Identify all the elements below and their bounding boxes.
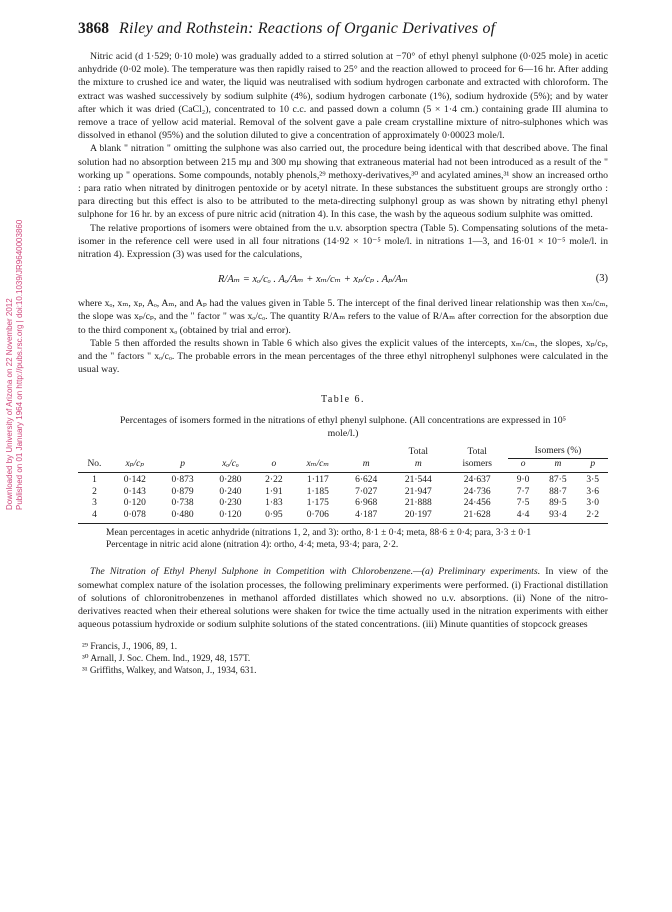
column-header: xₘ/cₘ (293, 458, 342, 473)
equation-number: (3) (595, 273, 608, 285)
table-cell: 1·185 (306, 486, 329, 497)
table-row (78, 473, 608, 487)
footnotes (78, 641, 608, 677)
footnote: ³¹ Griffiths, Walkey, and Watson, J., 1934, 631. (82, 666, 257, 677)
table-cell: 3·5 (586, 475, 600, 486)
table-cell: 0·120 (123, 498, 146, 509)
running-title: Riley and Rothstein: Reactions of Organic Derivatives of (119, 20, 496, 37)
section-text: In view of the somewhat complex nature of the isolation processes, the following preliminary experiments were performed. (i) Fractional distillation of solutions of chloronitrobenzenes in methanol afforded distillates which showed no u.v. absorptions. (ii) None of the nitro-derivatives reacted when their ethereal solutions were shaken for twice the time actually used in the nitration experiments with either aqueous potassium hydroxide or sodium sulphite solutions of the stated concentrations. (iii) Minute quantities of stopcock greases (78, 566, 608, 631)
column-header: p (159, 458, 207, 473)
table-cell: 0·480 (159, 510, 207, 524)
table-cell: 87·5 (549, 475, 567, 486)
isomers-group-header: Isomers (%) (508, 446, 608, 458)
table-note-nitric-acid: Percentage in nitric acid alone (nitration 4): ortho, 4·4; meta, 93·4; para, 2·2. (106, 540, 399, 551)
table-cell: 21·888 (404, 498, 432, 509)
table-cell: 0·120 (207, 510, 255, 524)
table-cell: 20·197 (390, 510, 446, 524)
table-label: Table 6. (320, 394, 366, 406)
equation-3 (78, 273, 608, 285)
table-cell: 24·456 (463, 498, 491, 509)
paragraph-blank-nitration: A blank " nitration " omitting the sulphone was also carried out, the procedure being identical with that described above. The final solution had no absorption between 215 mμ and 300 mμ showing that extraneous material had not been introduced as a result of the " working up " operations. Some compounds, notably phenols,²⁹ methoxy-derivatives,³⁰ and acylated amines,³¹ show an increased ortho : para ratio when nitrated by dinitrogen pentoxide or by acetyl nitrate. In these substances the substituent groups are strongly ortho : para directing but this effect is also to be attributed to the meta-directing sulphonyl group as was shown by nitrating ethyl phenyl sulphone for 16 hr. by an excess of pure nitric acid (nitration 4). In this case, the wash by the aqueous sodium sulphite was omitted. (78, 143, 608, 221)
table-cell: 2·2 (577, 510, 608, 524)
table-cell: 0·280 (219, 475, 242, 486)
table-cell: 4·4 (508, 510, 538, 524)
table-cell: 88·7 (549, 486, 567, 497)
table-cell: 2 (92, 486, 97, 497)
table-note-mean: Mean percentages in acetic anhydride (nitrations 1, 2, and 3): ortho, 8·1 ± 0·4; meta, 88·6 ± 0·4; para, 3·3 ± 0·1 (106, 528, 532, 539)
table-cell: 1·117 (306, 475, 329, 486)
equation-text: R/Aₘ = xₒ/cₒ . Aₒ/Aₘ + xₘ/cₘ + xₚ/cₚ . Aₚ/Aₘ (218, 274, 409, 286)
table-cell: 0·95 (254, 510, 293, 524)
paragraph-definitions: where xₒ, xₘ, xₚ, Aₒ, Aₘ, and Aₚ had the values given in Table 5. The intercept of the final derived linear relationship was then xₘ/cₘ, the slope was xₚ/cₚ, and the " factor " was xₒ/cₒ. The quantity R/Aₘ refers to the value of R/Aₘ after correction for the absorption due to the third component xₒ (obtained by trial and error). (78, 298, 608, 336)
table-cell: 4·187 (342, 510, 390, 524)
table-cell: 4 (78, 510, 111, 524)
column-header: m (538, 458, 577, 473)
table-cell: 7·7 (516, 486, 530, 497)
table-notes (78, 527, 608, 551)
table-cell: 21·544 (404, 475, 432, 486)
total-header: Total (467, 446, 487, 457)
table-cell: 24·637 (463, 475, 491, 486)
table-cell: 0·230 (219, 498, 242, 509)
table-cell: 0·143 (123, 486, 146, 497)
paragraph-procedure: Nitric acid (d 1·529; 0·10 mole) was gradually added to a stirred solution at −70° of ethyl phenyl sulphone (0·025 mole) in acetic anhydride (0·02 mole). The temperature was then rapidly raised to 25° and the reaction allowed to proceed for 6—16 hr. After adding the mixture to crushed ice and water, the liquid was neutralised with sodium hydrogen carbonate and extracted with chloroform. The extract was washed successively by sodium sulphite (4%), sodium hydrogen carbonate (1%), sodium hydroxide (5%); and by water after which it was dried (CaCl₂), concentrated to 10 c.c. and passed down a column (5 × 1·4 cm.) containing grade III alumina to remove a trace of yellow acid material. Removal of the solvent gave a pale cream crystalline mixture of nitro-sulphones which was dissolved in ethanol (95%) and the solution diluted to give a concentration of approximately 0·00023 mole/l. (78, 51, 608, 142)
table-cell: 9·0 (516, 475, 530, 486)
column-header: m (390, 458, 446, 473)
table-cell: 24·736 (463, 486, 491, 497)
table-cell: 0·738 (171, 498, 194, 509)
table-cell: 1·175 (306, 498, 329, 509)
table-cell: 1 (92, 475, 97, 486)
table-cell: 7·5 (516, 498, 530, 509)
table-cell: 1·91 (265, 486, 283, 497)
table-cell: 0·873 (171, 475, 194, 486)
journal-page (78, 20, 608, 677)
table-cell: 0·142 (123, 475, 146, 486)
column-header: p (577, 458, 608, 473)
table-cell: 93·4 (538, 510, 577, 524)
column-header: No. (78, 458, 111, 473)
column-header: xₒ/cₒ (207, 458, 255, 473)
table-cell: 0·078 (111, 510, 159, 524)
paragraph-isomer-proportions: The relative proportions of isomers were obtained from the u.v. absorption spectra (Table 5). Compensating solutions of the meta-isomer in the reference cell were used in all four nitrations (14·92 × 10⁻⁵ mole/l. in nitrations 1—3, and 16·01 × 10⁻⁵ mole/l. in nitration 4). Expression (3) was used for the calculations, (78, 222, 608, 261)
table-cell: 21·947 (404, 486, 432, 497)
table-row (78, 487, 608, 499)
column-header: o (254, 458, 293, 473)
running-header (78, 20, 608, 38)
total-header: Total (408, 446, 429, 457)
page-number: 3868 (78, 20, 109, 37)
table-cell: 0·879 (171, 486, 194, 497)
table-cell: 0·240 (219, 486, 242, 497)
table-cell: 3·0 (586, 498, 600, 509)
section-heading: The Nitration of Ethyl Phenyl Sulphone in Competition with Chlorobenzene.—(a) Preliminary experiments. (90, 566, 541, 578)
footnote: ²⁹ Francis, J., 1906, 89, 1. (82, 642, 178, 653)
table-cell: 7·027 (355, 486, 378, 497)
column-header: m (342, 458, 390, 473)
table-cell: 0·706 (293, 510, 342, 524)
section-competition (78, 565, 608, 631)
footnote: ³⁰ Arnall, J. Soc. Chem. Ind., 1929, 48, 157T. (82, 654, 251, 665)
paragraph-results: Table 5 then afforded the results shown in Table 6 which also gives the explicit values of the intercepts, xₘ/cₘ, the slopes, xₚ/cₚ, and the " factors " xₒ/cₒ. The probable errors in the mean percentages of the three ethyl nitrophenyl sulphones were calculated in the usual way. (78, 337, 608, 376)
publication-notice: Published on 01 January 1964 on http://pubs.rsc.org | doi:10.1039/JR9640003860 (15, 219, 24, 510)
table-cell: 6·624 (355, 475, 378, 486)
table-row (78, 498, 608, 510)
table-cell: 3 (92, 498, 97, 509)
download-watermark (4, 10, 24, 530)
table-cell: 6·968 (355, 498, 378, 509)
column-header: o (508, 458, 538, 473)
column-header: xₚ/cₚ (111, 458, 159, 473)
isomer-table (78, 446, 608, 524)
table-cell: 89·5 (549, 498, 567, 509)
download-notice: Downloaded by University of Arizona on 22 November 2012 (5, 298, 14, 510)
table-cell: 2·22 (265, 475, 283, 486)
table-row (78, 510, 608, 524)
table-cell: 3·6 (586, 486, 600, 497)
table-caption: Percentages of isomers formed in the nitrations of ethyl phenyl sulphone. (All concentrations are expressed in 10⁵ mole/l.) (119, 415, 567, 440)
column-header: isomers (447, 458, 508, 473)
table-cell: 21·628 (447, 510, 508, 524)
table-cell: 1·83 (265, 498, 283, 509)
